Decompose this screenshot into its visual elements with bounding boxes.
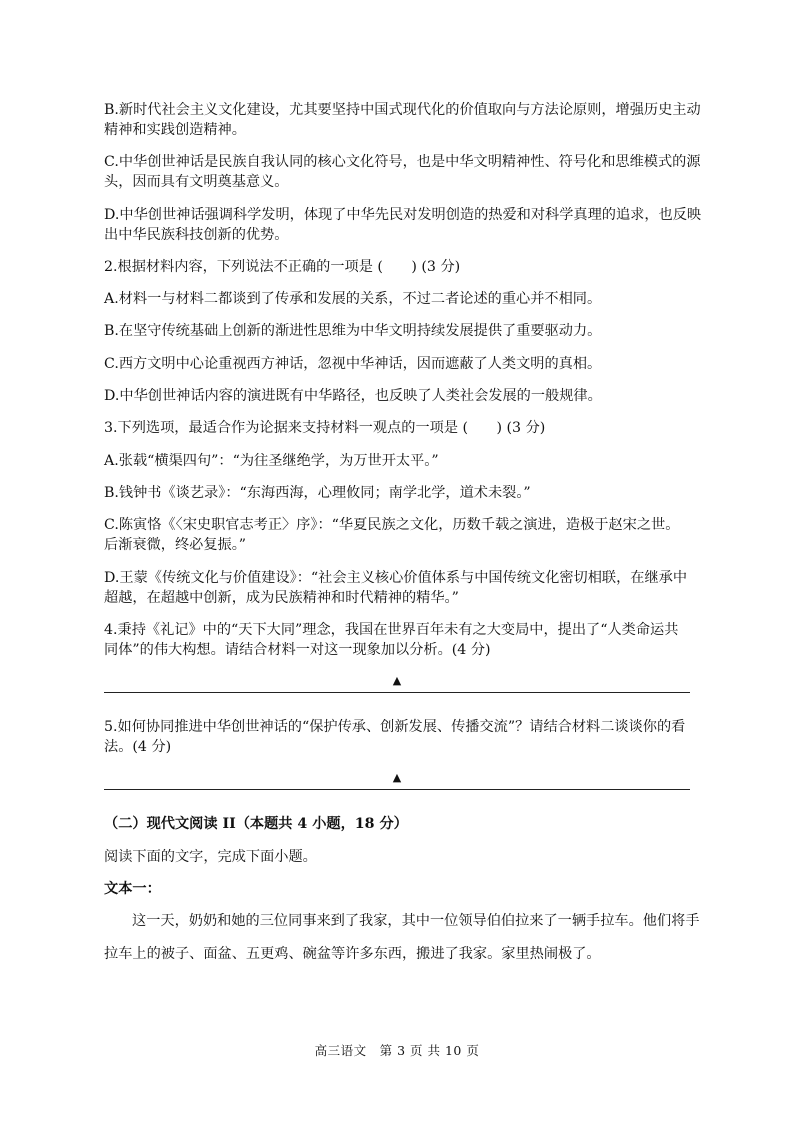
text-line: D.王蒙《传统文化与价值建设》：“社会主义核心价值体系与中国传统文化密切相联，在继承中 — [104, 569, 688, 586]
text1-label: 文本一： — [104, 881, 161, 898]
question-4 — [104, 620, 690, 660]
text-line: 头，因而具有文明奠基意义。 — [104, 174, 289, 191]
page-content — [104, 100, 702, 976]
q2-option-b: B.在坚守传统基础上创新的渐进性思维为中华文明持续发展提供了重要驱动力。 — [104, 323, 602, 340]
q3-option-d — [104, 568, 690, 608]
text-line: 拉车上的被子、面盆、五更鸡、碗盆等许多东西，搬进了我家。家里热闹极了。 — [104, 945, 601, 962]
question-2-stem: 2.根据材料内容，下列说法不正确的一项是 ( ) (3 分) — [104, 258, 461, 275]
text-line: A.张载“横渠四句”：“为往圣继绝学，为万世开太平。” — [104, 452, 439, 469]
answer-area-q4 — [104, 672, 690, 703]
text-line: 出中华民族科技创新的优势。 — [104, 226, 289, 243]
question-3-stem: 3.下列选项，最适合作为论据来支持材料一观点的一项是 ( ) (3 分) — [104, 420, 546, 437]
text-line: 精神和实践创造精神。 — [104, 122, 246, 138]
q3-option-c — [104, 515, 690, 555]
text-line: 同体”的伟大构想。请结合材料一对这一现象加以分析。(4 分) — [104, 641, 491, 658]
answer-line — [104, 789, 690, 790]
text-line: B.新时代社会主义文化建设，尤其要坚持中国式现代化的价值取向与方法论原则，增强历史主动 — [104, 102, 701, 118]
text-line: 5.如何协同推进中华创世神话的“保护传承、创新发展、传播交流”？请结合材料二谈谈你的看 — [104, 719, 686, 736]
text-line: 超越，在超越中创新，成为民族精神和时代精神的精华。” — [104, 589, 459, 606]
page-footer: 高三语文 第 3 页 共 10 页 — [314, 1043, 480, 1058]
q2-option-d: D.中华创世神话内容的演进既有中华路径，也反映了人类社会发展的一般规律。 — [104, 388, 602, 405]
question-5 — [104, 717, 690, 757]
q2-option-a: A.材料一与材料二都谈到了传承和发展的关系，不过二者论述的重心并不相同。 — [104, 291, 602, 308]
q3-option-b — [104, 483, 690, 503]
text-line: 这一天，奶奶和她的三位同事来到了我家，其中一位领导伯伯拉来了一辆手拉车。他们将手 — [132, 913, 700, 930]
text-line: 4.秉持《礼记》中的“天下大同”理念，我国在世界百年未有之大变局中，提出了“人类命运共 — [104, 621, 679, 638]
q2-option-c: C.西方文明中心论重视西方神话，忽视中华神话，因而遮蔽了人类文明的真相。 — [104, 355, 602, 372]
answer-mark: ▲ — [392, 674, 402, 688]
answer-mark: ▲ — [392, 771, 402, 785]
q1-option-c — [104, 152, 701, 192]
text-line: C.中华创世神话是民族自我认同的核心文化符号，也是中华文明精神性、符号化和思维模式的源 — [104, 154, 701, 171]
text-line: D.中华创世神话强调科学发明，体现了中华先民对发明创造的热爱和对科学真理的追求，也反映 — [104, 206, 702, 223]
section-heading: （二）现代文阅读 II（本题共 4 小题，18 分） — [104, 816, 408, 833]
text-line: C.陈寅恪《〈宋史职官志考正〉序》：“华夏民族之文化，历数千载之演进，造极于赵宋之世。 — [104, 517, 680, 534]
text-line: 法。(4 分) — [104, 739, 172, 756]
answer-area-q5 — [104, 769, 690, 800]
q1-option-b — [104, 100, 701, 140]
q1-option-d — [104, 205, 702, 245]
section-instruction: 阅读下面的文字，完成下面小题。 — [104, 848, 317, 865]
text-line: 后渐衰微，终必复振。” — [104, 537, 247, 554]
q3-option-a — [104, 451, 690, 471]
text1-passage — [104, 911, 700, 963]
text-line: B.钱钟书《谈艺录》：“东海西海，心理攸同；南学北学，道术未裂。” — [104, 484, 531, 501]
answer-line — [104, 692, 690, 693]
